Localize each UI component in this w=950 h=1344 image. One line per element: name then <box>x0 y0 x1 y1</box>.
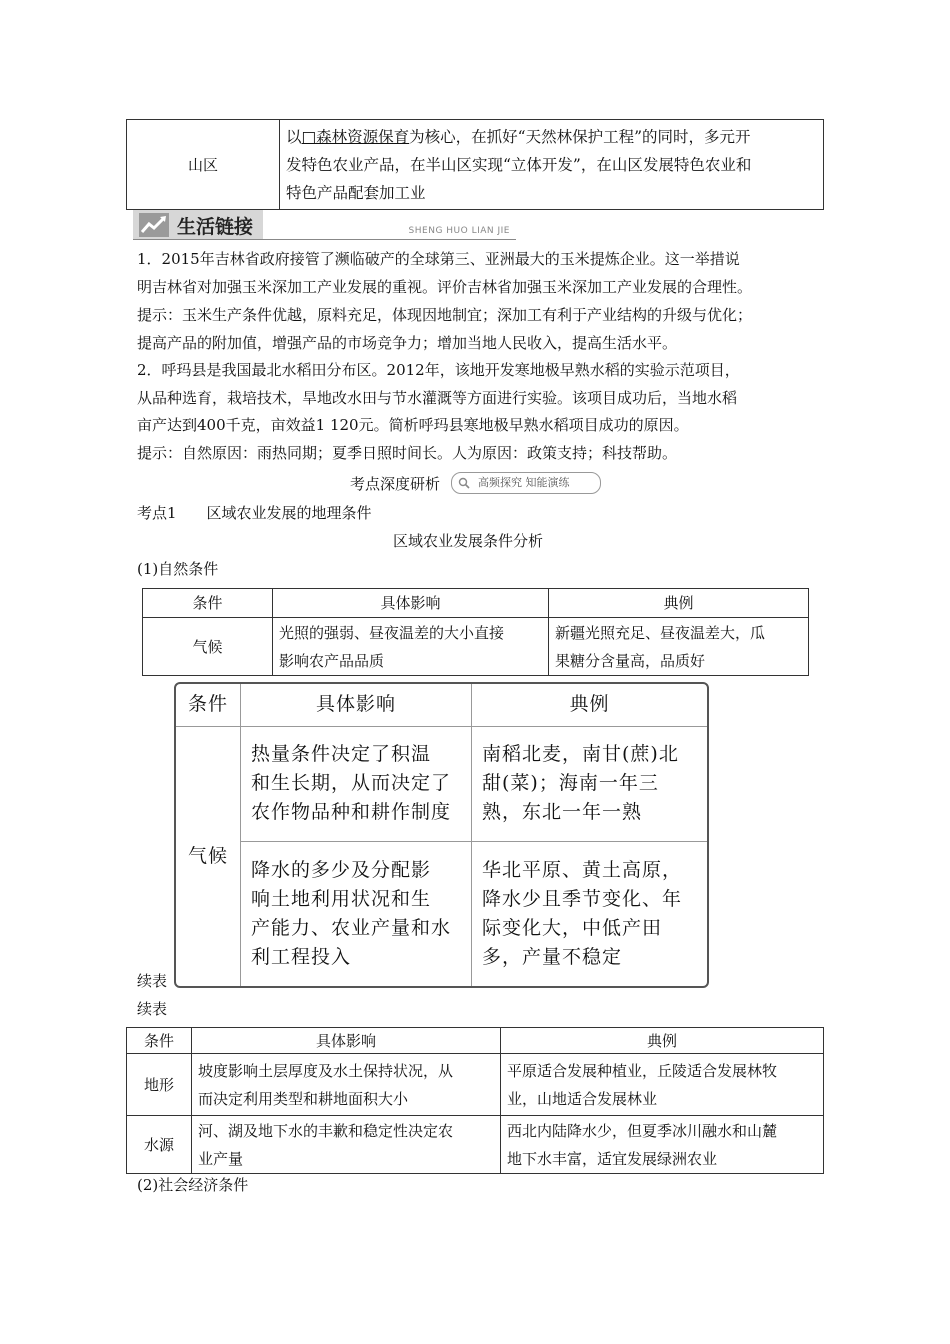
table-title: 区域农业发展条件分析 <box>393 532 544 550</box>
effect-cell: 降水的多少及分配影 响土地利用状况和生 产能力、农业产量和水 利工程投入 <box>241 841 472 986</box>
magnifier-icon <box>458 477 470 489</box>
effect-cell: 坡度影响土层厚度及水土保持状况，从 而决定利用类型和耕地面积大小 <box>192 1054 501 1116</box>
effect-cell: 光照的强弱、昼夜温差的大小直接 影响农产品品质 <box>273 618 549 676</box>
example-cell: 南稻北麦，南甘(蔗)北 甜(菜)；海南一年三 熟，东北一年一熟 <box>472 726 708 841</box>
table-header: 典例 <box>472 684 708 726</box>
table-header: 条件 <box>127 1028 192 1054</box>
example-cell: 平原适合发展种植业，丘陵适合发展林牧 业，山地适合发展林业 <box>501 1054 824 1116</box>
example-cell: 新疆光照充足、昼夜温差大，瓜 果糖分含量高，品质好 <box>549 618 809 676</box>
natural-conditions-label: (1)自然条件 <box>137 560 219 578</box>
section-heading: 考点深度研析 <box>350 475 441 493</box>
chart-trend-icon <box>139 213 169 237</box>
section-badge <box>133 210 516 240</box>
terrain-water-table <box>126 1027 824 1174</box>
table-header: 条件 <box>176 684 241 726</box>
paragraph-line: 提高产品的附加值，增强产品的市场竞争力；增加当地人民收入，提高生活水平。 <box>137 334 678 352</box>
highlight-answer: □森林资源保育 <box>301 127 410 146</box>
table-header: 典例 <box>549 589 809 618</box>
example-cell: 华北平原、黄土高原， 降水少且季节变化、年 际变化大，中低产田 多，产量不稳定 <box>472 841 708 986</box>
region-desc-cell: 以□森林资源保育为核心，在抓好“天然林保护工程”的同时，多元开 发特色农业产品，在半山区实现“立体开发”，在山区发展特色农业和 特色产品配套加工业 <box>280 120 824 210</box>
paragraph-line: 2．呼玛县是我国最北水稻田分布区。2012年，该地开发寒地极早熟水稻的实验示范项目， <box>137 361 740 379</box>
paragraph-line: 提示：玉米生产条件优越，原料充足，体现因地制宜；深加工有利于产业结构的升级与优化； <box>137 306 753 324</box>
region-cell: 山区 <box>127 120 280 210</box>
table-header: 具体影响 <box>273 589 549 618</box>
effect-cell: 热量条件决定了积温 和生长期，从而决定了 农作物品种和耕作制度 <box>241 726 472 841</box>
paragraph-line: 明吉林省对加强玉米深加工产业发展的重视。评价吉林省加强玉米深加工产业发展的合理性。 <box>137 278 753 296</box>
table-header: 具体影响 <box>192 1028 501 1054</box>
paragraph-line: 提示：自然原因：雨热同期；夏季日照时间长。人为原因：政策支持；科技帮助。 <box>137 444 678 462</box>
table-header: 典例 <box>501 1028 824 1054</box>
top-table <box>126 119 824 210</box>
condition-cell: 气候 <box>143 618 273 676</box>
badge-title: 生活链接 <box>177 216 254 238</box>
continued-label: 续表 <box>137 1000 168 1018</box>
climate-table <box>142 588 809 676</box>
climate-detail-table <box>174 682 709 988</box>
table-header: 具体影响 <box>241 684 472 726</box>
effect-cell: 河、湖及地下水的丰歉和稳定性决定农 业产量 <box>192 1116 501 1174</box>
badge-subtitle: SHENG HUO LIAN JIE <box>408 226 510 236</box>
condition-cell: 地形 <box>127 1054 192 1116</box>
condition-cell: 气候 <box>176 726 241 986</box>
social-conditions-label: (2)社会经济条件 <box>137 1176 249 1194</box>
condition-cell: 水源 <box>127 1116 192 1174</box>
example-cell: 西北内陆降水少，但夏季冰川融水和山麓 地下水丰富，适宜发展绿洲农业 <box>501 1116 824 1174</box>
paragraph-line: 从品种选育，栽培技术，旱地改水田与节水灌溉等方面进行实验。该项目成功后，当地水稻 <box>137 389 738 407</box>
paragraph-line: 1．2015年吉林省政府接管了濒临破产的全球第三、亚洲最大的玉米提炼企业。这一举措说 <box>137 250 740 268</box>
continued-label: 续表 <box>137 972 168 990</box>
paragraph-line: 亩产达到400千克，亩效益1 120元。简析呼玛县寒地极早熟水稻项目成功的原因。 <box>137 416 689 434</box>
kaodian-title: 考点1 区域农业发展的地理条件 <box>137 504 372 522</box>
badge-divider <box>133 239 516 240</box>
table-header: 条件 <box>143 589 273 618</box>
heading-pill: 高频探究 知能演练 <box>451 472 601 494</box>
